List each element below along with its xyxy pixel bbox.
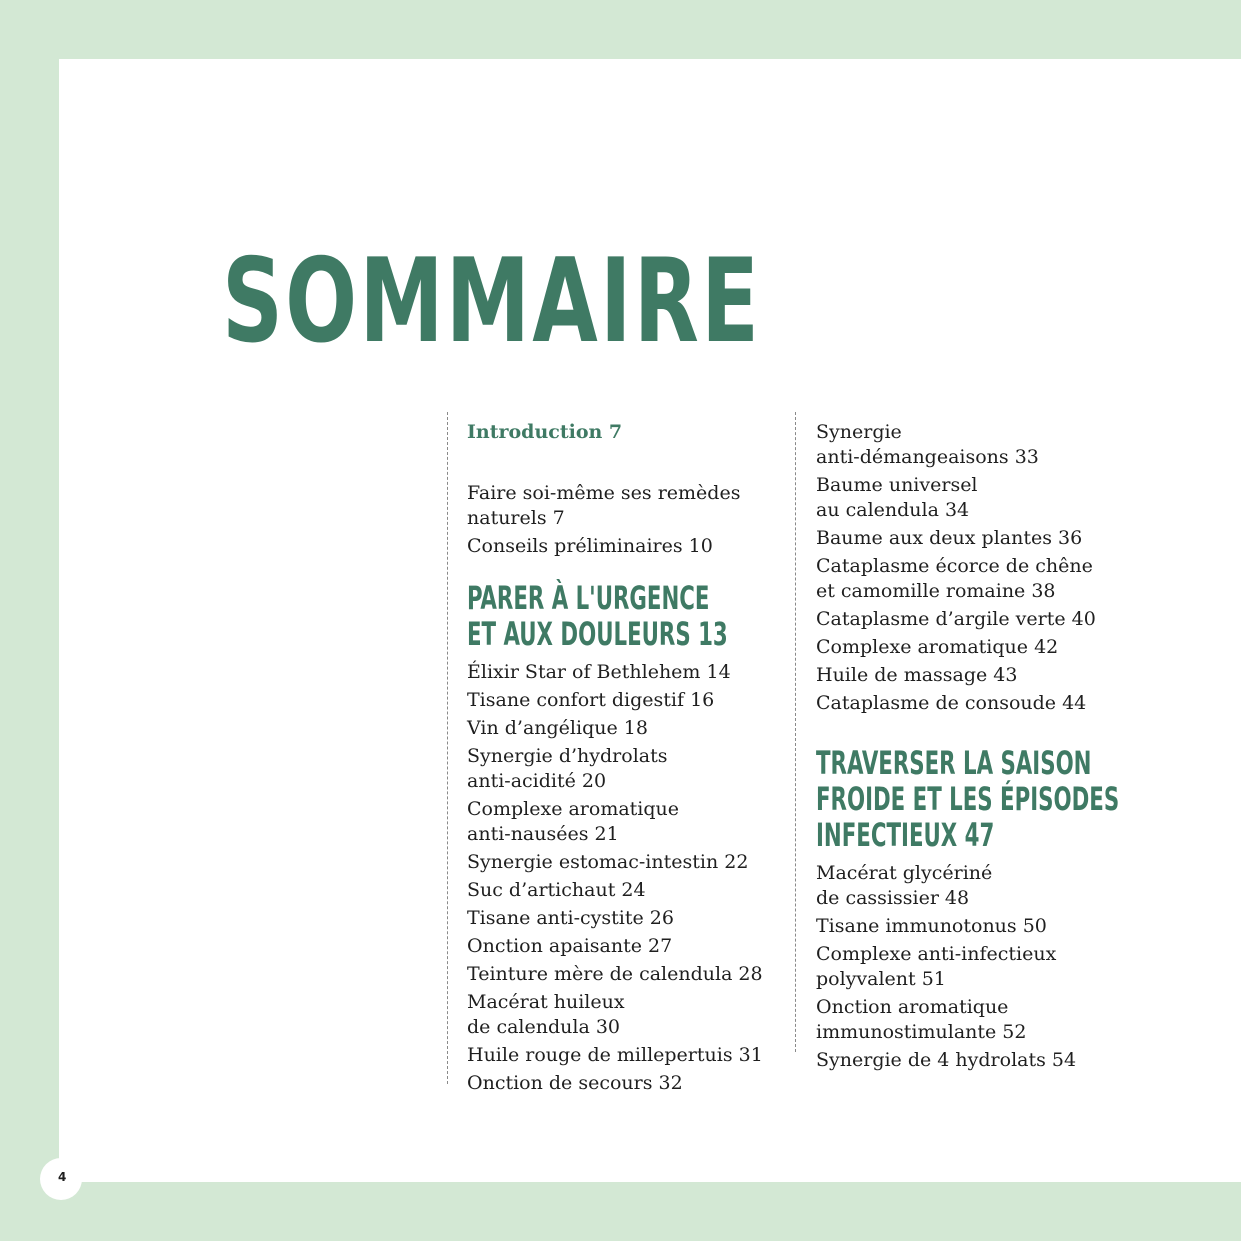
- toc-entry[interactable]: [816, 942, 1136, 992]
- toc-entry[interactable]: [467, 906, 787, 931]
- toc-entry-line: Vin d’angélique 18: [467, 717, 648, 739]
- section-heading-line: INFECTIEUX 47: [816, 816, 995, 854]
- toc-entry-line: Macérat huileux: [467, 991, 625, 1013]
- toc-entry[interactable]: [816, 473, 1136, 523]
- toc-entry-line: anti-démangeaisons 33: [816, 446, 1039, 468]
- toc-entry[interactable]: [467, 716, 787, 741]
- toc-entry[interactable]: [467, 934, 787, 959]
- toc-entry[interactable]: [467, 990, 787, 1040]
- toc-entry-line: Cataplasme d’argile verte 40: [816, 608, 1096, 630]
- toc-entry-line: polyvalent 51: [816, 968, 946, 990]
- toc-entry-line: Cataplasme écorce de chêne: [816, 555, 1093, 577]
- toc-entry-line: Tisane anti-cystite 26: [467, 907, 674, 929]
- toc-entry[interactable]: [467, 797, 787, 847]
- page-number-badge: [40, 1158, 82, 1200]
- toc-entry[interactable]: [467, 688, 787, 713]
- toc-entry-line: Teinture mère de calendula 28: [467, 963, 763, 985]
- toc-entry-line: au calendula 34: [816, 499, 970, 521]
- toc-column-left: [467, 420, 787, 1099]
- toc-entry-line: Baume universel: [816, 474, 978, 496]
- toc-entry-line: Suc d’artichaut 24: [467, 879, 646, 901]
- toc-entry-line: anti-acidité 20: [467, 770, 607, 792]
- toc-entry[interactable]: [467, 962, 787, 987]
- toc-entry-line: Tisane immunotonus 50: [816, 915, 1047, 937]
- page-number: 4: [58, 1170, 67, 1184]
- toc-entry-line: Baume aux deux plantes 36: [816, 527, 1083, 549]
- toc-entry[interactable]: [467, 850, 787, 875]
- toc-entry[interactable]: [816, 635, 1136, 660]
- section-heading-line: ET AUX DOULEURS 13: [467, 615, 728, 653]
- toc-entry-line: Complexe aromatique: [467, 798, 680, 820]
- toc-entry-line: Synergie de 4 hydrolats 54: [816, 1049, 1077, 1071]
- section-heading-line: TRAVERSER LA SAISON: [816, 744, 1092, 782]
- toc-entry-line: Huile de massage 43: [816, 664, 1018, 686]
- toc-entry-line: Onction aromatique: [816, 996, 1009, 1018]
- toc-entry[interactable]: [816, 554, 1136, 604]
- toc-entry-line: Conseils préliminaires 10: [467, 535, 713, 557]
- toc-entry-line: anti-nausées 21: [467, 823, 619, 845]
- toc-entry-line: Huile rouge de millepertuis 31: [467, 1044, 763, 1066]
- toc-entry[interactable]: [816, 995, 1136, 1045]
- toc-entry[interactable]: [816, 526, 1136, 551]
- toc-entry-line: de calendula 30: [467, 1016, 620, 1038]
- toc-entry-line: immunostimulante 52: [816, 1021, 1027, 1043]
- toc-entry-line: Onction apaisante 27: [467, 935, 673, 957]
- toc-entry[interactable]: [816, 663, 1136, 688]
- toc-entry-line: Cataplasme de consoude 44: [816, 692, 1087, 714]
- toc-entry-line: Faire soi-même ses remèdes: [467, 482, 741, 504]
- toc-column-right: [816, 420, 1136, 1076]
- toc-entry-line: naturels 7: [467, 507, 565, 529]
- toc-entry-line: Complexe anti-infectieux: [816, 943, 1057, 965]
- toc-entry[interactable]: [467, 878, 787, 903]
- toc-entry-line: Synergie estomac-intestin 22: [467, 851, 749, 873]
- toc-heading-introduction[interactable]: Introduction 7: [467, 421, 623, 443]
- toc-entry[interactable]: [467, 660, 787, 685]
- toc-entry-line: de cassissier 48: [816, 887, 970, 909]
- column-divider-left: [447, 412, 448, 1084]
- toc-entry[interactable]: [816, 1048, 1136, 1073]
- toc-entry[interactable]: [816, 607, 1136, 632]
- toc-entry[interactable]: [467, 1071, 787, 1096]
- toc-entry-line: Synergie: [816, 421, 902, 443]
- toc-entry-line: Onction de secours 32: [467, 1072, 683, 1094]
- toc-entry[interactable]: [467, 481, 787, 531]
- toc-entry-line: Macérat glycériné: [816, 862, 993, 884]
- toc-section-heading-urgence[interactable]: [467, 579, 728, 653]
- section-heading-line: PARER À L'URGENCE: [467, 579, 710, 617]
- toc-entry-line: Élixir Star of Bethlehem 14: [467, 661, 731, 683]
- toc-entry-line: Complexe aromatique 42: [816, 636, 1059, 658]
- toc-entry[interactable]: [467, 744, 787, 794]
- section-heading-line: FROIDE ET LES ÉPISODES: [816, 780, 1120, 818]
- toc-entry[interactable]: [816, 861, 1136, 911]
- toc-entry[interactable]: [816, 691, 1136, 716]
- toc-entry[interactable]: [816, 914, 1136, 939]
- toc-entry-line: Synergie d’hydrolats: [467, 745, 668, 767]
- toc-entry[interactable]: [467, 1043, 787, 1068]
- page-title: SOMMAIRE: [222, 234, 762, 369]
- toc-entry[interactable]: [467, 534, 787, 559]
- toc-entry-line: Tisane confort digestif 16: [467, 689, 715, 711]
- column-divider-right: [795, 412, 796, 1052]
- toc-entry-line: et camomille romaine 38: [816, 580, 1056, 602]
- toc-section-heading-saison-froide[interactable]: [816, 744, 1120, 854]
- toc-entry[interactable]: [816, 420, 1136, 470]
